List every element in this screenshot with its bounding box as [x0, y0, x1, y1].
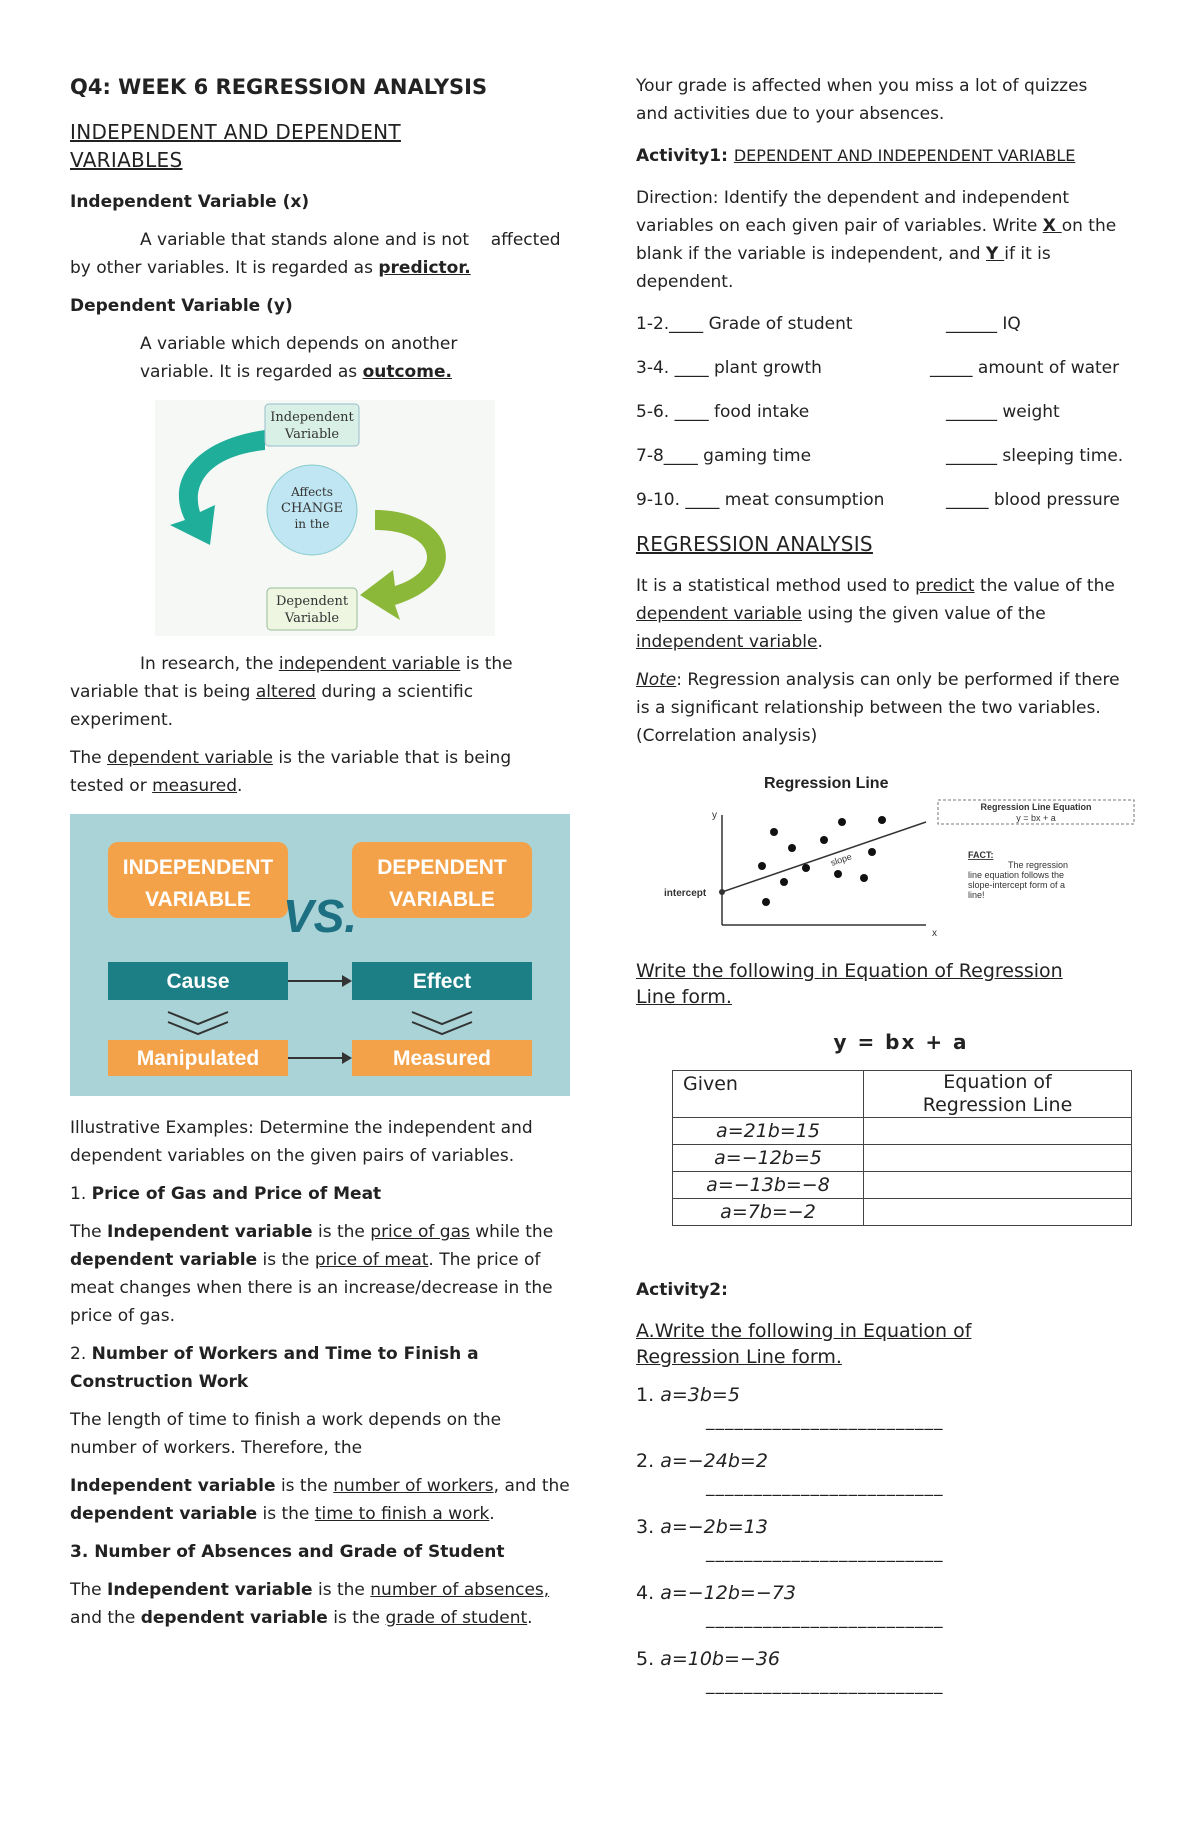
illustrative-line2: dependent variables on the given pairs of variables. [70, 1146, 515, 1166]
item-given: a=−12b=−73 [660, 1582, 796, 1604]
cycle-top-label-1: Independent [270, 410, 354, 425]
vs-independent-label-1: INDEPENDENT [122, 856, 274, 879]
text: : Regression analysis can only be performed if there [676, 670, 1120, 690]
pair-left: 7-8____ gaming time [636, 446, 812, 466]
cycle-diagram [155, 400, 495, 636]
answer-blank[interactable]: _________________________ [706, 1675, 944, 1695]
research-line3: experiment. [70, 710, 174, 730]
pair-row [636, 310, 1136, 338]
item-number: 1. [636, 1384, 655, 1406]
item-given: a=10b=−36 [660, 1648, 781, 1670]
pair-right: ______ weight [946, 402, 1060, 422]
text: and the [70, 1608, 141, 1628]
text: blank if the variable is independent, and [636, 244, 986, 264]
text: number of absences, [370, 1580, 550, 1600]
right-column [636, 72, 1136, 1696]
figure-x-label: x [932, 928, 937, 939]
text: Regression Line [922, 1094, 1073, 1116]
text: It is a statistical method used to [636, 576, 916, 596]
item-number: 2. [636, 1450, 655, 1472]
item-number: 5. [636, 1648, 655, 1670]
illustrative-line1: Illustrative Examples: Determine the independent and [70, 1118, 533, 1138]
text: Y [986, 244, 1005, 264]
independent-def-line1: A variable that stands alone and is not affected [140, 230, 561, 250]
equation-box-title: Regression Line Equation [980, 802, 1092, 812]
text: . The price of [428, 1250, 541, 1270]
example2-line2: number of workers. Therefore, the [70, 1438, 363, 1458]
text: Activity1: [636, 146, 734, 166]
independent-variable-title: Independent Variable (x) [70, 192, 310, 212]
measured-label: Measured [392, 1047, 492, 1070]
write-instruction-line2: Line form. [636, 986, 732, 1008]
independent-vs-dependent-diagram [70, 814, 570, 1096]
text: , and the [493, 1476, 570, 1496]
item-given: a=3b=5 [660, 1384, 740, 1406]
text: measured [152, 776, 238, 796]
note-line3: (Correlation analysis) [636, 726, 818, 746]
table-cell-answer[interactable] [864, 1145, 1132, 1172]
list-item [636, 1512, 1136, 1542]
example1-title [70, 1180, 570, 1208]
text: price of gas [370, 1222, 470, 1242]
pair-right: _____ blood pressure [946, 490, 1120, 510]
text: . [817, 632, 823, 652]
activity1-pairs [636, 310, 1136, 514]
text: The [70, 1580, 108, 1600]
text: dependent variable [636, 604, 802, 624]
example2-line3 [70, 1472, 570, 1500]
text: . [527, 1608, 533, 1628]
predictor-keyword: predictor. [378, 258, 471, 278]
grade-line2: and activities due to your absences. [636, 104, 945, 124]
pair-left: 9-10. ____ meat consumption [636, 490, 885, 510]
answer-blank[interactable]: _________________________ [706, 1411, 944, 1431]
text: the value of the [974, 576, 1115, 596]
outcome-keyword: outcome. [362, 362, 452, 382]
dependent-def-line2 [70, 358, 570, 386]
item-number: 3. [636, 1516, 655, 1538]
text: 1. [70, 1184, 92, 1204]
direction-line1: Direction: Identify the dependent and independent [636, 188, 1070, 208]
list-item [636, 1578, 1136, 1608]
cycle-center-label-1: Affects [291, 485, 333, 499]
text: number of workers [333, 1476, 494, 1496]
pair-row [636, 486, 1136, 514]
formula: y = bx + a [833, 1030, 969, 1054]
fact-line2: line equation follows the [968, 870, 1065, 880]
text: In research, the [140, 654, 279, 674]
research-line1 [70, 650, 570, 678]
text: variables on each given pair of variables. Write [636, 216, 1043, 236]
text: Equation of [943, 1071, 1052, 1093]
item-number: 4. [636, 1582, 655, 1604]
text: is the [460, 654, 513, 674]
text: is the [275, 1476, 334, 1496]
text: is the variable that is being [272, 748, 512, 768]
example3-line1 [70, 1576, 570, 1604]
text: DEPENDENT AND INDEPENDENT VARIABLE [733, 146, 1076, 165]
vs-label: VS. [282, 890, 358, 942]
pair-right: ______ sleeping time. [946, 446, 1124, 466]
fact-line3: slope-intercept form of a [968, 880, 1066, 890]
example2-title-line2: Construction Work [70, 1372, 249, 1392]
slope-label: slope [829, 851, 853, 868]
text: . [237, 776, 243, 796]
vs-dependent-label-1: DEPENDENT [377, 856, 507, 879]
pair-row [636, 442, 1136, 470]
text: during a scientific [315, 682, 474, 702]
vs-independent-label-2: VARIABLE [145, 888, 251, 911]
regression-line2 [636, 600, 1136, 628]
text: grade of student [385, 1608, 528, 1628]
figure-title: Regression Line [764, 775, 889, 792]
regression-line [722, 822, 926, 892]
fact-label: FACT: [968, 850, 994, 860]
example2-title-line1 [70, 1340, 570, 1368]
dependent-def-line1: A variable which depends on another [140, 334, 458, 354]
text: is the [312, 1580, 371, 1600]
text: tested or [70, 776, 153, 796]
text: is the [257, 1250, 315, 1270]
direction-line2 [636, 212, 1136, 240]
cycle-bottom-label-2: Variable [284, 611, 340, 626]
text: Note [636, 670, 677, 690]
pair-right: ______ IQ [946, 314, 1021, 334]
dependent-tested-line1 [70, 744, 570, 772]
text: Number of Workers and Time to Finish a [91, 1344, 479, 1364]
table-cell-given: a=−13b=−8 [673, 1172, 864, 1199]
text: X [1042, 216, 1062, 236]
text: Independent variable [107, 1580, 313, 1600]
cycle-center-label-3: in the [294, 517, 330, 531]
item-given: a=−24b=2 [660, 1450, 768, 1472]
manipulated-label: Manipulated [136, 1047, 260, 1070]
text: dependent variable [70, 1504, 258, 1524]
note-line2: is a significant relationship between the two variables. [636, 698, 1101, 718]
note-line1 [636, 666, 1136, 694]
pair-left: 3-4. ____ plant growth [636, 358, 822, 378]
list-item [636, 1446, 1136, 1476]
regression-line3 [636, 628, 1136, 656]
text: Independent variable [107, 1222, 313, 1242]
text: Price of Gas and Price of Meat [91, 1184, 382, 1204]
equation-table [672, 1070, 1132, 1226]
left-column [70, 72, 570, 1632]
example1-line3: meat changes when there is an increase/decrease in the [70, 1278, 553, 1298]
table-cell-answer[interactable] [864, 1172, 1132, 1199]
table-header-row [673, 1071, 1132, 1118]
page-title: Q4: WEEK 6 REGRESSION ANALYSIS [70, 75, 488, 99]
example2-line1: The length of time to finish a work depends on the [70, 1410, 502, 1430]
activity2-instruction-line1: A.Write the following in Equation of [636, 1320, 972, 1342]
text: is the [257, 1504, 315, 1524]
fact-line4: line! [968, 890, 985, 900]
pair-row [636, 398, 1136, 426]
text: independent variable [636, 632, 818, 652]
write-instruction-line1: Write the following in Equation of Regression [636, 960, 1063, 982]
text: The [70, 1222, 108, 1242]
direction-line4: dependent. [636, 272, 734, 292]
example1-line1 [70, 1218, 570, 1246]
pair-right: _____ amount of water [930, 358, 1120, 378]
text: dependent variable [107, 748, 273, 768]
table-cell-answer[interactable] [864, 1199, 1132, 1226]
cycle-top-label-2: Variable [284, 427, 340, 442]
text: is the [327, 1608, 386, 1628]
text: if it is [1004, 244, 1051, 264]
example3-title: 3. Number of Absences and Grade of Student [70, 1542, 505, 1562]
text: predict [915, 576, 975, 596]
cycle-center-label-2: CHANGE [281, 501, 343, 516]
item-given: a=−2b=13 [660, 1516, 768, 1538]
table-cell-given: a=−12b=5 [673, 1145, 864, 1172]
text: dependent variable [70, 1250, 258, 1270]
figure-y-label: y [712, 810, 717, 821]
fact-line1: The regression [1008, 860, 1069, 870]
effect-label: Effect [412, 970, 472, 993]
text: Independent variable [70, 1476, 276, 1496]
answer-blank[interactable]: _________________________ [706, 1543, 944, 1563]
text: while the [469, 1222, 554, 1242]
direction-line3 [636, 240, 1136, 268]
activity2-title: Activity2: [636, 1280, 728, 1300]
table-row [673, 1199, 1132, 1226]
text: is the [312, 1222, 371, 1242]
text: time to finish a work [314, 1504, 490, 1524]
example3-line2 [70, 1604, 570, 1632]
activity2-instruction-line2: Regression Line form. [636, 1346, 842, 1368]
table-row [673, 1145, 1132, 1172]
text: independent variable [278, 654, 461, 674]
table-row [673, 1172, 1132, 1199]
table-row [673, 1118, 1132, 1145]
example1-line2 [70, 1246, 570, 1274]
table-header-given: Given [673, 1071, 864, 1118]
list-item [636, 1380, 1136, 1410]
independent-def-line2 [70, 254, 570, 282]
intercept-label: intercept [664, 888, 707, 899]
text: The [70, 748, 108, 768]
answer-blank[interactable]: _________________________ [706, 1477, 944, 1497]
research-line2 [70, 678, 570, 706]
list-item [636, 1644, 1136, 1674]
table-cell-given: a=21b=15 [673, 1118, 864, 1145]
example1-line4: price of gas. [70, 1306, 175, 1326]
vs-dependent-label-2: VARIABLE [389, 888, 495, 911]
pair-row [636, 354, 1136, 382]
text: price of meat [314, 1250, 429, 1270]
equation-box-formula: y = bx + a [1016, 813, 1056, 823]
dependent-variable-title: Dependent Variable (y) [70, 296, 293, 316]
text: variable that is being [70, 682, 256, 702]
cause-label: Cause [166, 970, 230, 993]
pair-left: 1-2.____ Grade of student [636, 314, 853, 334]
table-cell-given: a=7b=−2 [673, 1199, 864, 1226]
regression-line-figure [664, 770, 1144, 940]
text: on the [1061, 216, 1117, 236]
grade-line1: Your grade is affected when you miss a lot of quizzes [636, 76, 1088, 96]
dependent-def-text: variable. It is regarded as [140, 362, 363, 382]
table-header-equation [864, 1071, 1132, 1118]
table-cell-answer[interactable] [864, 1118, 1132, 1145]
regression-line1 [636, 572, 1136, 600]
regression-analysis-heading: REGRESSION ANALYSIS [636, 532, 873, 556]
example2-line4 [70, 1500, 570, 1528]
cycle-bottom-label-1: Dependent [275, 594, 349, 609]
text: using the given value of the [801, 604, 1046, 624]
activity2-items [636, 1380, 1136, 1696]
pair-left: 5-6. ____ food intake [636, 402, 810, 422]
text: 2. [70, 1344, 92, 1364]
text: dependent variable [140, 1608, 328, 1628]
section-heading-variables: INDEPENDENT AND DEPENDENT VARIABLES [70, 120, 401, 172]
answer-blank[interactable]: _________________________ [706, 1609, 944, 1629]
text: altered [255, 682, 316, 702]
text: . [489, 1504, 495, 1524]
dependent-tested-line2 [70, 772, 570, 800]
activity1-title [636, 142, 1136, 170]
independent-def-text: by other variables. It is regarded as [70, 258, 379, 278]
